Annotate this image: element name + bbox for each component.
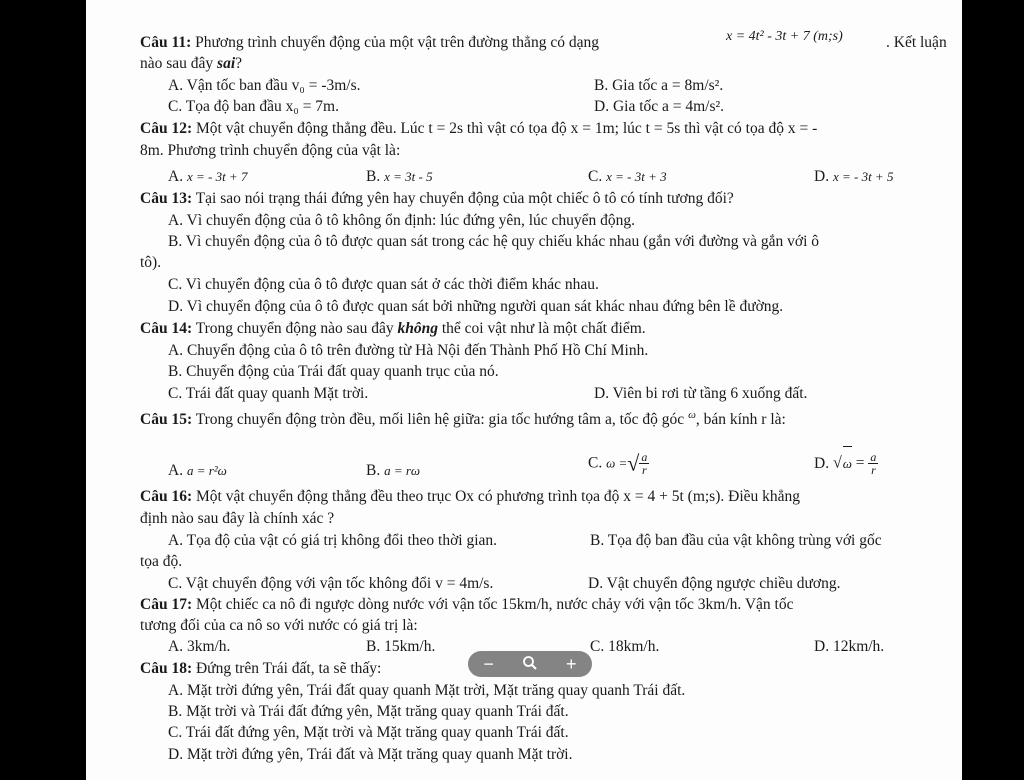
zoom-out-button[interactable]: − <box>483 653 494 674</box>
q12-option-c: C. x = - 3t + 3 <box>588 168 667 185</box>
q16-option-d: D. Vật chuyển động ngược chiều dương. <box>588 575 841 592</box>
q15-option-a: A. a = r²ω <box>168 462 227 479</box>
question-17: Câu 17: Một chiếc ca nô đi ngược dòng nước với vận tốc 15km/h, nước chảy với vận tốc 3km/h. Vận tốc <box>140 596 794 613</box>
q13-option-b: B. Vì chuyển động của ô tô được quan sát trong các hệ quy chiếu khác nhau (gắn với đường và gắn với ô <box>168 233 820 250</box>
q18-option-b: B. Mặt trời và Trái đất đứng yên, Mặt trăng quay quanh Trái đất. <box>168 703 569 720</box>
left-black-margin <box>0 0 86 780</box>
q14-option-c: C. Trái đất quay quanh Mặt trời. <box>168 385 369 402</box>
right-black-margin <box>962 0 1024 780</box>
q12-option-a: A. x = - 3t + 7 <box>168 168 248 185</box>
q15-d-fraction: $\frac{a}{r}$ <box>870 450 877 477</box>
q11-option-d: D. Gia tốc a = 4m/s². <box>594 98 725 115</box>
q18-option-d: D. Mặt trời đứng yên, Trái đất và Mặt trăng quay quanh Mặt trời. <box>168 746 573 763</box>
q11-formula: x = 4t² - 3t + 7 (m;s) <box>726 29 843 44</box>
zoom-search-icon[interactable] <box>515 655 545 674</box>
q14-option-a: A. Chuyển động của ô tô trên đường từ Hà Nội đến Thành Phố Hồ Chí Minh. <box>168 342 649 359</box>
q15-option-c: C. ω =√ $\frac{a}{r}$ <box>588 449 648 477</box>
q11-option-a: A. Vận tốc ban đầu v₀ = -3m/s. <box>168 77 361 94</box>
q16-option-b: B. Tọa độ ban đầu của vật không trùng với gốc <box>590 532 882 549</box>
q17-option-d: D. 12km/h. <box>814 638 885 655</box>
zoom-toolbar <box>468 651 592 677</box>
q16-option-a: A. Tọa độ của vật có giá trị không đổi theo thời gian. <box>168 532 498 549</box>
q11-text-end: . Kết luận <box>886 34 947 51</box>
q17-option-b: B. 15km/h. <box>366 638 436 655</box>
q12-option-b: B. x = 3t - 5 <box>366 168 433 185</box>
q18-option-a: A. Mặt trời đứng yên, Trái đất quay quanh Mặt trời, Mặt trăng quay quanh Trái đất. <box>168 682 686 699</box>
q16-option-c: C. Vật chuyển động với vận tốc không đổi v = 4m/s. <box>168 575 494 592</box>
q17-option-a: A. 3km/h. <box>168 638 231 655</box>
q15-option-d: D. √ω = $\frac{a}{r}$ <box>814 446 878 481</box>
q13-option-a: A. Vì chuyển động của ô tô không ổn định: lúc đứng yên, lúc chuyển động. <box>168 212 636 229</box>
question-14: Câu 14: Trong chuyển động nào sau đây không thể coi vật như là một chất điểm. <box>140 320 646 337</box>
omega-symbol: ω <box>688 409 696 421</box>
question-18: Câu 18: Đứng trên Trái đất, ta sẽ thấy: <box>140 660 382 677</box>
question-12: Câu 12: Một vật chuyển động thẳng đều. Lúc t = 2s thì vật có tọa độ x = 1m; lúc t = 5s thì vật có tọa độ x = - <box>140 120 818 137</box>
q13-option-b-cont: tô). <box>140 254 162 271</box>
q18-option-c: C. Trái đất đứng yên, Mặt trời và Mặt trăng quay quanh Trái đất. <box>168 724 569 741</box>
q14-option-d: D. Viên bi rơi từ tầng 6 xuống đất. <box>594 385 808 402</box>
q13-option-c: C. Vì chuyển động của ô tô được quan sát ở các thời điểm khác nhau. <box>168 276 599 293</box>
q12-line2: 8m. Phương trình chuyển động của vật là: <box>140 142 401 159</box>
q13-option-d: D. Vì chuyển động của ô tô được quan sát bởi những người quan sát khác nhau đứng bên lề đường. <box>168 298 784 315</box>
q15-option-b: B. a = rω <box>366 462 421 479</box>
q15-c-fraction: $\frac{a}{r}$ <box>641 449 648 477</box>
q11-option-c: C. Tọa độ ban đầu x₀ = 7m. <box>168 98 339 115</box>
magnifier-icon <box>522 655 538 671</box>
q12-option-d: D. x = - 3t + 5 <box>814 168 894 185</box>
q16-option-b-cont: tọa độ. <box>140 553 183 570</box>
q11-option-b: B. Gia tốc a = 8m/s². <box>594 77 724 94</box>
question-15: Câu 15: Trong chuyển động tròn đều, mối liên hệ giữa: gia tốc hướng tâm a, tốc độ góc $^\omega$, bán kính r là: <box>140 409 786 429</box>
q16-line2: định nào sau đây là chính xác ? <box>140 510 335 527</box>
q17-line2: tương đối của ca nô so với nước có giá trị là: <box>140 617 418 634</box>
q14-option-b: B. Chuyển động của Trái đất quay quanh trục của nó. <box>168 363 499 380</box>
question-11: Câu 11: Phương trình chuyển động của một vật trên đường thẳng có dạng <box>140 34 599 51</box>
zoom-in-button[interactable]: + <box>566 653 577 674</box>
question-13: Câu 13: Tại sao nói trạng thái đứng yên hay chuyển động của một chiếc ô tô có tính tương đối? <box>140 190 734 207</box>
q11-line2: nào sau đây sai? <box>140 55 243 72</box>
q17-option-c: C. 18km/h. <box>590 638 660 655</box>
question-16: Câu 16: Một vật chuyển động thẳng đều theo trục Ox có phương trình tọa độ x = 4 + 5t (m;s). Điều khẳng <box>140 488 801 505</box>
